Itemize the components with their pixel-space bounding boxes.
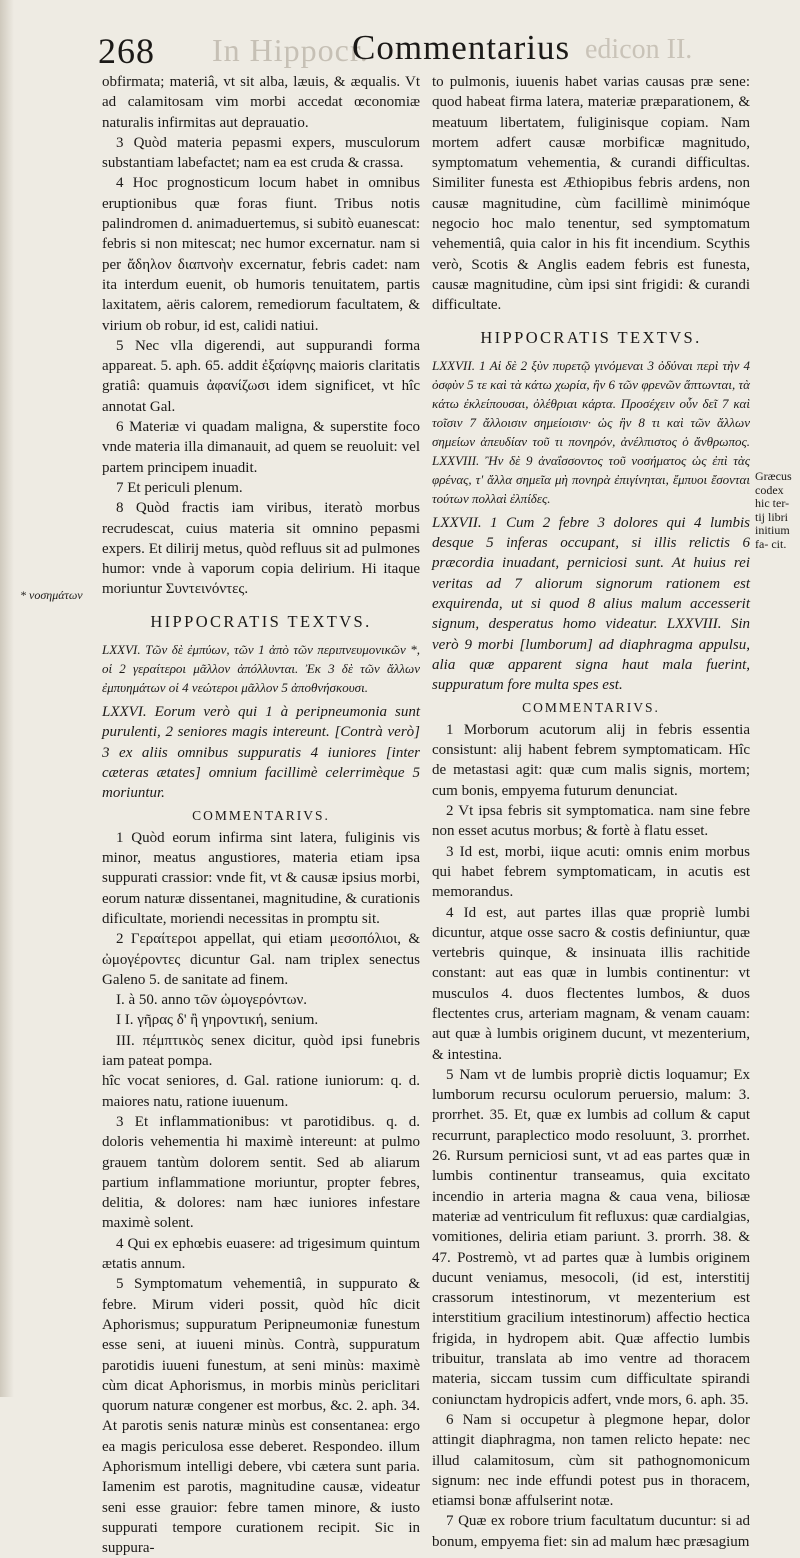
commentary-paragraph: 3 Et inflammationibus: vt parotidibus. q. d. doloris vehementia hi maximè intereunt: at pulmo grauem tantùm dolorem sentit. Sed ab aliarum partium inflammatione moriuntur, propter febres, delitia, & dolores: nam hæc iuniores infestare maximè solent. xyxy=(102,1113,420,1232)
commentary-paragraph: 6 Nam si occupetur à plegmone hepar, dolor attingit diaphragma, non tamen relicto hepate: nec illud calamitosum, cùm sit pathognomonicum signum: nec inde effundi potest pus in thoracem, etiamsi bonæ affulserint notæ. xyxy=(432,1411,750,1510)
left-column xyxy=(102,72,420,1558)
latin-text: LXXVII. 1 Cum 2 febre 3 dolores qui 4 lumbis desque 5 inferas occupant, si illis relictis 6 præcordia inuadant, perniciosi sunt. At huius rei veritas ad 7 aliorum signorum rationem est exquirenda, ut si quod 8 alius malum accesserit signum, desperatus homo videatur. LXXVIII. Sin verò 9 morbi [lumborum] ad diaphragma appulsu, alia quæ apparent signa haut mala fuerint, suppuratum fore multa spes est. xyxy=(432,514,750,694)
commentary-paragraph: 5 Symptomatum vehementiâ, in suppurato & febre. Mirum videri possit, quòd hîc dicit Aphorismus; suppuratum Peripneumoniæ funestum esse seni, at iuueni minùs. Contrà, suppuratum parotidis iuueni funestum, at seni minùs: maximè cùm dicat Aphorismus, in morbis minùs periclitari quorum naturæ congener est morbus, &c. 2. aph. 34. At parotis senis naturæ minùs est consentanea: ergo ea magis periculosa esse deberet. Respondeo. illum Aphorismum intelligi debere, vbi cætera sunt paria. Iamenim est parotis, magnitudine causæ, videatur seni esse grauior: febre tamen minore, & iusto suppurati tempore curationem recipit. Sic in suppura- xyxy=(102,1276,420,1557)
section-heading: HIPPOCRATIS TEXTVS. xyxy=(480,327,702,347)
commentary-list-item: III. πέμπτικὸς senex dicitur, quòd ipsi funebris iam pateat pompa. xyxy=(102,1032,420,1070)
commentary-paragraph: 2 Vt ipsa febris sit symptomatica. nam sine febre non esset acutus morbus; & fortè à flatu esset. xyxy=(432,803,750,840)
paragraph: 8 Quòd fractis iam viribus, iteratò morbus recrudescat, cuius materia sit omnino pepasmi expers. Et dilirij metus, quòd refluus sit ad pulmones humor: vnde à vaporum copia delirium. Hi itaque moriuntur Συντεινόντες. xyxy=(102,500,420,598)
greek-text: LXXVII. 1 Αἱ δὲ 2 ξὺν πυρετῷ γινόμεναι 3 ὀδύναι περὶ τὴν 4 ὀσφὺν 5 τε καὶ τὰ κάτω χωρία, ἢν 6 τῶν φρενῶν ἅπτωνται, τὰ κάτω ἐκλείπουσαι, ὀλέθριαι κάρτα. Προσέχειν οὖν δεῖ 7 καὶ τοῖσιν 7 ἄλλοισιν σημείοισιν· ὡς ἢν 8 τι καὶ τῶν ἄλλων σημείων ἀπευδίαν τοῦ τι πονηρόν, ἀνέλπιστος ὁ ἄνθρωπος. LXXVIII. Ἢν δὲ 9 ἀναΐσσοντος τοῦ νοσήματος ὡς ἐπὶ τὰς φρένας, τ' ἄλλα σημεῖα μὴ πονηρὰ ἐπιγίνηται, ἔμπυοι ἔσονται τούτων πολλαὶ ἐλπίδες. xyxy=(432,357,750,506)
commentary-list-item: I I. γῆρας δ' ἢ γηροντική, senium. xyxy=(116,1012,319,1029)
greek-text: LXXVI. Τῶν δὲ ἐμπύων, τῶν 1 ἀπὸ τῶν περιπνευμονικῶν *, οἱ 2 γεραίτεροι μᾶλλον ἀπόλλυνται. Ἐκ 3 δὲ τῶν ἄλλων ἐμπυημάτων οἱ 4 νεώτεροι μᾶλλον 5 ἀποθνήσκουσι. xyxy=(102,642,420,696)
commentary-list-item: I. à 50. anno τῶν ὠμογερόντων. xyxy=(116,992,308,1009)
paragraph: to pulmonis, iuuenis habet varias causas præ sene: quod habeat firma latera, materiæ præparationem, & meatuum libertatem, fuliginisque copiam. Nam mortem adfert causæ morbificæ magnitudo, symptomatum vehementia, & curandi difficultas. Similiter funesta est Æthiopibus febris ardens, non causæ magnitudine, cùm facillimè minimóque negocio hoc malo tenentur, sed symptomatum vehementiâ, quia calor in his fit incendium. Scythis verò, Scotis & Anglis eadem febris est funesta, causæ magnitudine, cùm ipsi sint frigidi: & curandi difficultate. xyxy=(432,74,750,314)
commentary-heading: COMMENTARIVS. xyxy=(192,807,330,823)
commentary-paragraph: 3 Id est, morbi, iique acuti: omnis enim morbus qui habet febrem symptomaticam, in acutis est memorandus. xyxy=(432,843,750,901)
paragraph: 6 Materiæ vi quadam maligna, & superstite foco vnde materia illa dimanauit, ad quem se reuoluit: vel partem principem inuadit. xyxy=(102,419,420,476)
bleed-through-text: In Hippocr. xyxy=(212,32,369,68)
commentary-paragraph: hîc vocat seniores, d. Gal. ratione iuniorum: q. d. maiores natu, ratione iuuenum. xyxy=(102,1073,420,1110)
section-heading: HIPPOCRATIS TEXTVS. xyxy=(150,611,372,631)
paragraph: 4 Hoc prognosticum locum habet in omnibus eruptionibus quæ foras fiunt. Tribus notis palindromen d. animaduertemus, si subitò euanescat: febris si non mitescat; nec humor excernatur. nam si per ἄδηλον διαπνοὴν excernatur, febris cadet: nam ita interdum euenit, ob humoris tenuitatem, partis laxitatem, aëris calorem, remediorum facultatem, & virium ob robur, id est, calidi natiui. xyxy=(102,175,420,334)
margin-note-right: Græcus codex hic ter- tij libri initium fa- cit. xyxy=(755,469,792,551)
commentary-paragraph: 5 Nam vt de lumbis propriè dictis loquamur; Ex lumborum recursu oculorum peruersio, malum: 3. prorrhet. 35. Et, quæ ex lumbis ad collum & caput recurrunt, paraplectico modo resoluunt, 3. prorrhet. 26. Rursum perniciosi sunt, vt ad eas partes quæ in lumbis continentur transeamus, quia excitato incendio in arteria magna & caua vena, biliosæ materiæ ad ventriculum fit refluxus: quæ cardialgias, vomitiones, deliria etiam pariunt. 3. prorrh. 38. & 47. Postremò, vt ad partes quæ à lumbis originem ducunt veniamus, mesocoli, (id est, interstitij crassorum intestinorum, vt mezenterium est interstitium gracilium intestinorum) affectio hectica frigida, in hydropem abit. Quæ affectio lumbis tribuitur, translata ab imo ventre ad thoracem materia, siccam tussim cum difficultate spirandi coniunctam hydropicis adfert, vnde mors, 6. aph. 35. xyxy=(432,1066,750,1408)
commentary-paragraph: 2 Γεραίτεροι appellat, qui etiam μεσοπόλιοι, & ὠμογέροντες dicuntur Gal. nam triplex senectus Galeno 5. de sanitate ad finem. xyxy=(102,931,420,988)
commentary-paragraph: 7 Quæ ex robore trium facultatum ducuntur: si ad bonum, empyema fiet: sin ad malum hæc præsagium xyxy=(432,1513,750,1550)
commentary-paragraph: 4 Qui ex ephœbis euasere: ad trigesimum quintum ætatis annum. xyxy=(102,1235,420,1273)
gutter-shadow xyxy=(0,0,14,1397)
paragraph: 7 Et periculi plenum. xyxy=(116,479,243,496)
commentary-paragraph: 1 Quòd eorum infirma sint latera, fuliginis vis minor, meatus angustiores, materia etiam ipsa suppurati crassior: vnde fit, vt & causæ ipsius morbi, eorum naturæ dissentanei, magnitudine, & curationis dificultate, moriendi necessitas in promptu sit. xyxy=(102,829,420,927)
commentary-heading: COMMENTARIVS. xyxy=(522,699,660,715)
commentary-paragraph: 4 Id est, aut partes illas quæ propriè lumbi dicuntur, atque osse sacro & costis definiuntur, quæ vertebris quinque, & insinuata illis rachitide constant: aut eas quæ in lumbis continentur: vt musculos 4. duos flectentes lumbos, & duos flectentes crus, arteriam magnam, & venam cauam: aut quæ à lumbis originem ducunt, vt mezenterium, & intestina. xyxy=(432,904,750,1063)
margin-note-left: * νοσημάτων xyxy=(20,588,83,602)
paragraph: obfirmata; materiâ, vt sit alba, læuis, & æqualis. Vt ad calamitosam vim morbi accedat œconomiæ naturalis infirmitas aut deprauatio. xyxy=(102,74,420,131)
latin-text: LXXVI. Eorum verò qui 1 à peripneumonia sunt purulenti, 2 seniores magis intereunt. [Contrà verò] 3 ex aliis omnibus suppuratis 4 iuniores [inter cæteras ætates] omnium facillimè celerrimèque 5 moriuntur. xyxy=(102,704,420,802)
paragraph: 3 Quòd materia pepasmi expers, musculorum substantiam labefactet; nam ea est cruda & crassa. xyxy=(102,134,420,172)
bleed-through-text-right: edicon II. xyxy=(585,34,693,65)
running-head: Commentarius xyxy=(352,28,571,67)
page-number: 268 xyxy=(98,31,155,71)
right-column xyxy=(432,72,750,1552)
paragraph: 5 Nec vlla digerendi, aut suppurandi forma appareat. 5. aph. 65. addit ἐξαίφνης maioris claritatis gratiâ: quamuis ἀφανίζωσι idem significet, vt hîc annotat Gal. xyxy=(102,337,420,415)
commentary-paragraph: 1 Morborum acutorum alij in febris essentia consistunt: alij habent febrem symptomaticam. Hîc de metastasi agit: quæ cum malis signis, mortem; cum bonis, empyema futurum denunciat. xyxy=(432,721,750,799)
